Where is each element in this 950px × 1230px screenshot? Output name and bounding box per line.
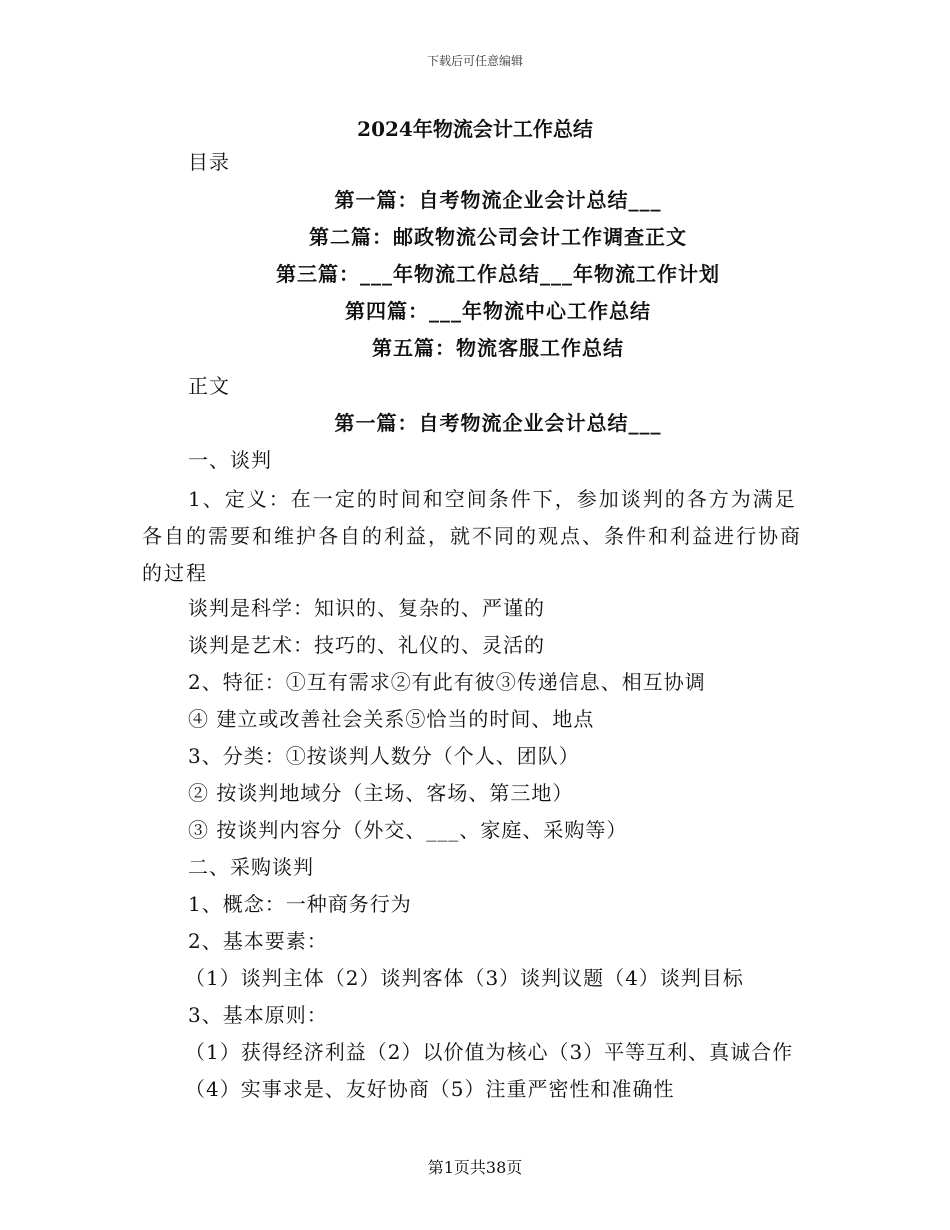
toc-item-2: 第二篇：邮政物流公司会计工作调查正文 bbox=[309, 225, 687, 249]
line-concept: 1、概念：一种商务行为 bbox=[188, 892, 412, 916]
document-title: 2024年物流会计工作总结 bbox=[357, 117, 593, 141]
header-note: 下载后可任意编辑 bbox=[426, 54, 523, 68]
line-features-2: ④ 建立或改善社会关系⑤恰当的时间、地点 bbox=[188, 707, 595, 731]
toc-label: 目录 bbox=[188, 150, 230, 174]
line-elements-list: （1）谈判主体（2）谈判客体（3）谈判议题（4）谈判目标 bbox=[185, 966, 744, 990]
toc-item-3: 第三篇：___年物流工作总结___年物流工作计划 bbox=[276, 262, 720, 286]
line-types-2: ② 按谈判地域分（主场、客场、第三地） bbox=[188, 781, 574, 805]
toc-item-1: 第一篇：自考物流企业会计总结___ bbox=[334, 188, 662, 212]
page-footer: 第1页共38页 bbox=[427, 1158, 523, 1177]
line-types-3: ③ 按谈判内容分（外交、___、家庭、采购等） bbox=[188, 818, 628, 842]
line-principles: 3、基本原则： bbox=[188, 1003, 328, 1027]
line-principles-list-1: （1）获得经济利益（2）以价值为核心（3）平等互利、真诚合作 bbox=[185, 1040, 794, 1064]
line-principles-list-2: （4）实事求是、友好协商（5）注重严密性和准确性 bbox=[185, 1077, 675, 1101]
heading-purchase-negotiation: 二、采购谈判 bbox=[188, 855, 314, 879]
body-label: 正文 bbox=[188, 374, 230, 398]
definition-paragraph: 1、定义：在一定的时间和空间条件下，参加谈判的各方为满足各自的需要和维护各自的利益，就不同的观点、条件和利益进行协商的过程 bbox=[142, 487, 802, 585]
line-art: 谈判是艺术：技巧的、礼仪的、灵活的 bbox=[188, 633, 545, 657]
line-types: 3、分类：①按谈判人数分（个人、团队） bbox=[188, 744, 580, 768]
line-elements: 2、基本要素： bbox=[188, 929, 328, 953]
line-science: 谈判是科学：知识的、复杂的、严谨的 bbox=[188, 596, 545, 620]
heading-negotiation: 一、谈判 bbox=[188, 448, 272, 472]
section-title: 第一篇：自考物流企业会计总结___ bbox=[334, 411, 662, 435]
line-features: 2、特征：①互有需求②有此有彼③传递信息、相互协调 bbox=[188, 670, 706, 694]
toc-item-4: 第四篇：___年物流中心工作总结 bbox=[345, 299, 651, 323]
toc-item-5: 第五篇：物流客服工作总结 bbox=[372, 336, 624, 360]
